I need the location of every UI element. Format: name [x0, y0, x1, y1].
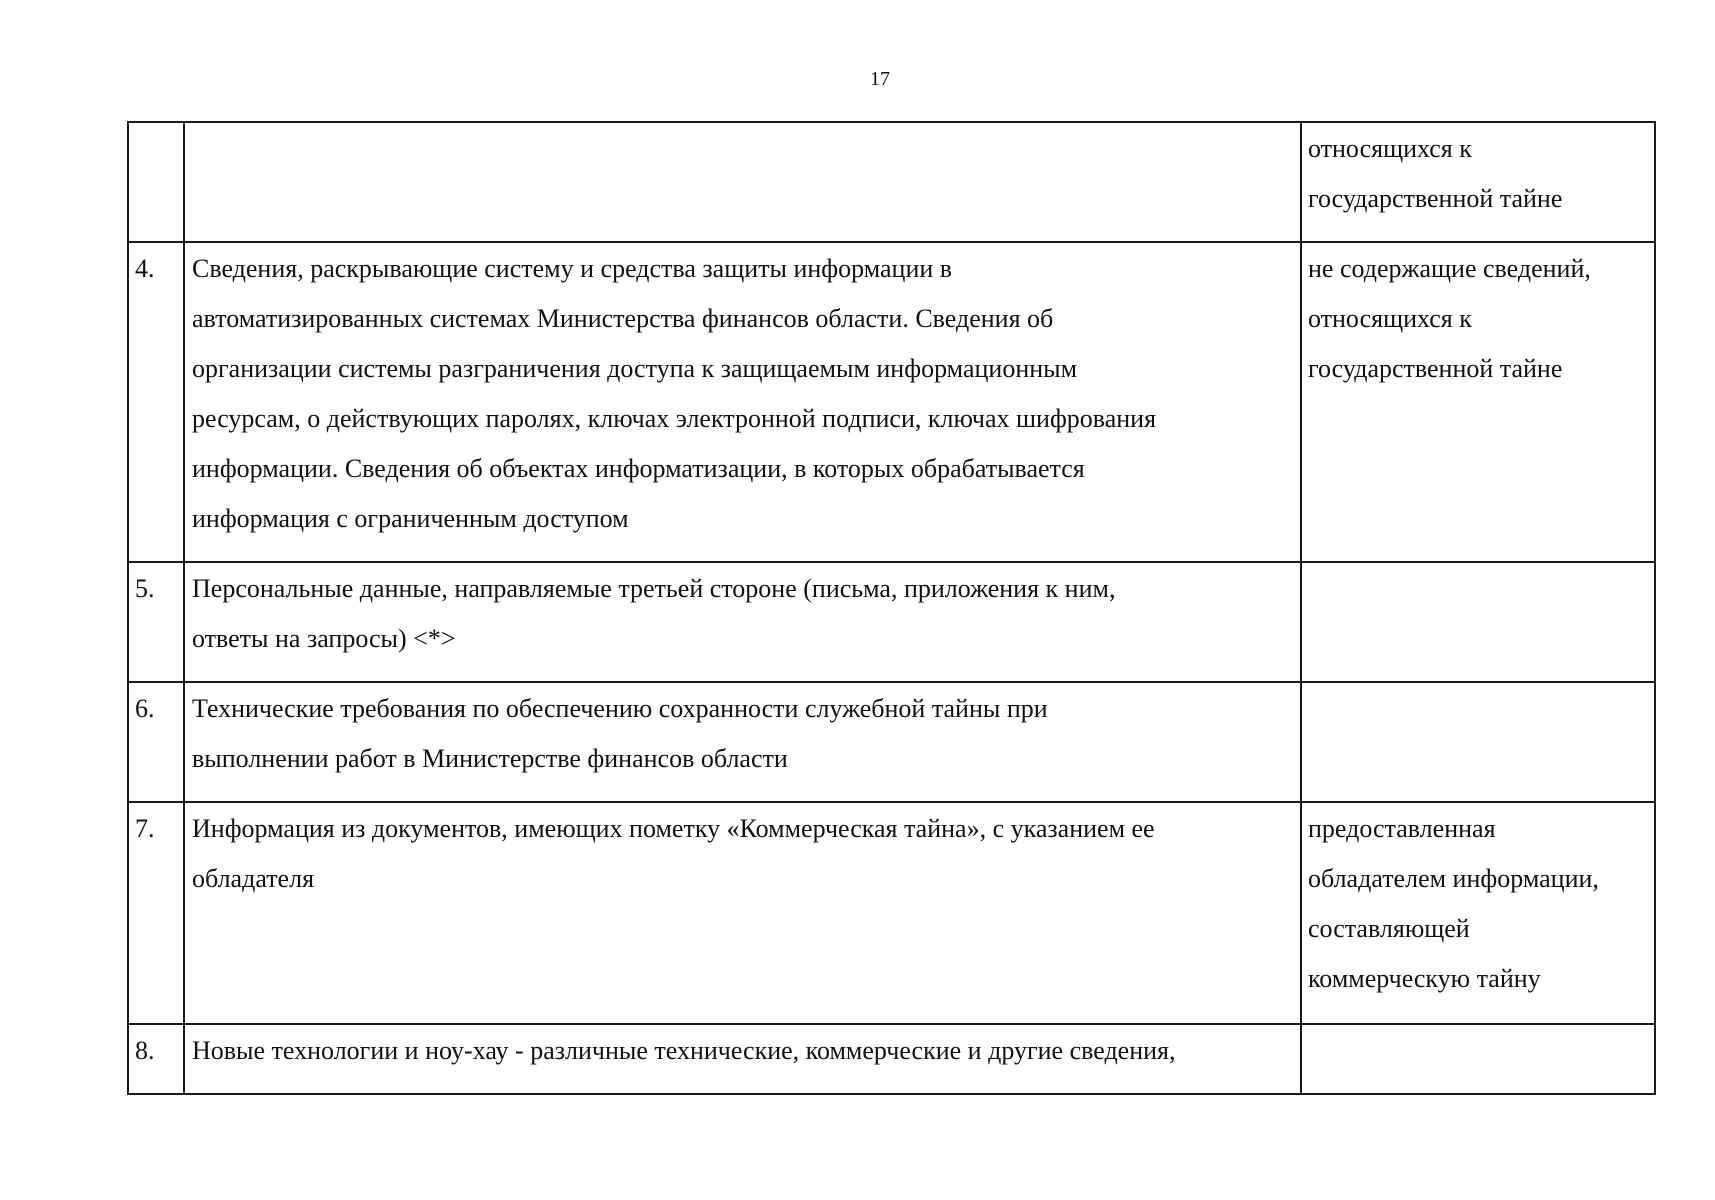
row-note-cell: [1301, 122, 1655, 242]
table-row: [128, 1024, 1655, 1094]
row-note: относящихся к государственной тайне: [1308, 134, 1563, 213]
row-number: 8.: [135, 1036, 155, 1065]
row-note: [1308, 683, 1648, 684]
row-number-cell: [128, 682, 184, 802]
row-number-cell: [128, 122, 184, 242]
row-description: Персональные данные, направляемые третьей стороне (письма, приложения к ним, ответы на запросы) <*>: [192, 574, 1116, 653]
row-description: Сведения, раскрывающие систему и средства защиты информации в автоматизированных системах Министерства финансов области. Сведения об организации системы разграничения доступа к защищаемым информационным ресурсам, о действующих паролях, ключах электронной подписи, ключах шифрования информации. Сведения об объектах информатизации, в которых обрабатывается информация с ограниченным доступом: [192, 254, 1157, 533]
row-number-cell: [128, 562, 184, 682]
table-row: [128, 682, 1655, 802]
row-note-cell: [1301, 682, 1655, 802]
row-number: 6.: [135, 694, 155, 723]
row-note-cell: [1301, 802, 1655, 1024]
row-note: предоставленная обладателем информации, составляющей коммерческую тайну: [1308, 814, 1599, 993]
row-note-cell: [1301, 1024, 1655, 1094]
row-note-cell: [1301, 242, 1655, 562]
row-description-cell: [184, 562, 1301, 682]
row-number-cell: [128, 802, 184, 1024]
row-note-cell: [1301, 562, 1655, 682]
row-note: [1308, 563, 1648, 564]
row-description-cell: [184, 122, 1301, 242]
row-number: [135, 123, 177, 124]
table-row: [128, 562, 1655, 682]
info-table: [127, 121, 1656, 1095]
row-description-cell: [184, 802, 1301, 1024]
row-description-cell: [184, 1024, 1301, 1094]
row-description-cell: [184, 682, 1301, 802]
row-number-cell: [128, 1024, 184, 1094]
table-row: [128, 802, 1655, 1024]
row-description: Информация из документов, имеющих пометку «Коммерческая тайна», с указанием ее обладателя: [192, 814, 1155, 893]
row-note: [1308, 1025, 1648, 1026]
row-description: [192, 123, 1294, 124]
row-number: 5.: [135, 574, 155, 603]
row-description-cell: [184, 242, 1301, 562]
row-number: 7.: [135, 814, 155, 843]
row-note: не содержащие сведений, относящихся к государственной тайне: [1308, 254, 1591, 383]
row-description: Технические требования по обеспечению сохранности служебной тайны при выполнении работ в Министерстве финансов области: [192, 694, 1048, 773]
row-number-cell: [128, 242, 184, 562]
table-row: [128, 122, 1655, 242]
page-number: 17: [870, 68, 890, 90]
row-description: Новые технологии и ноу-хау - различные технические, коммерческие и другие сведения,: [192, 1036, 1176, 1065]
row-number: 4.: [135, 254, 155, 283]
table-row: [128, 242, 1655, 562]
